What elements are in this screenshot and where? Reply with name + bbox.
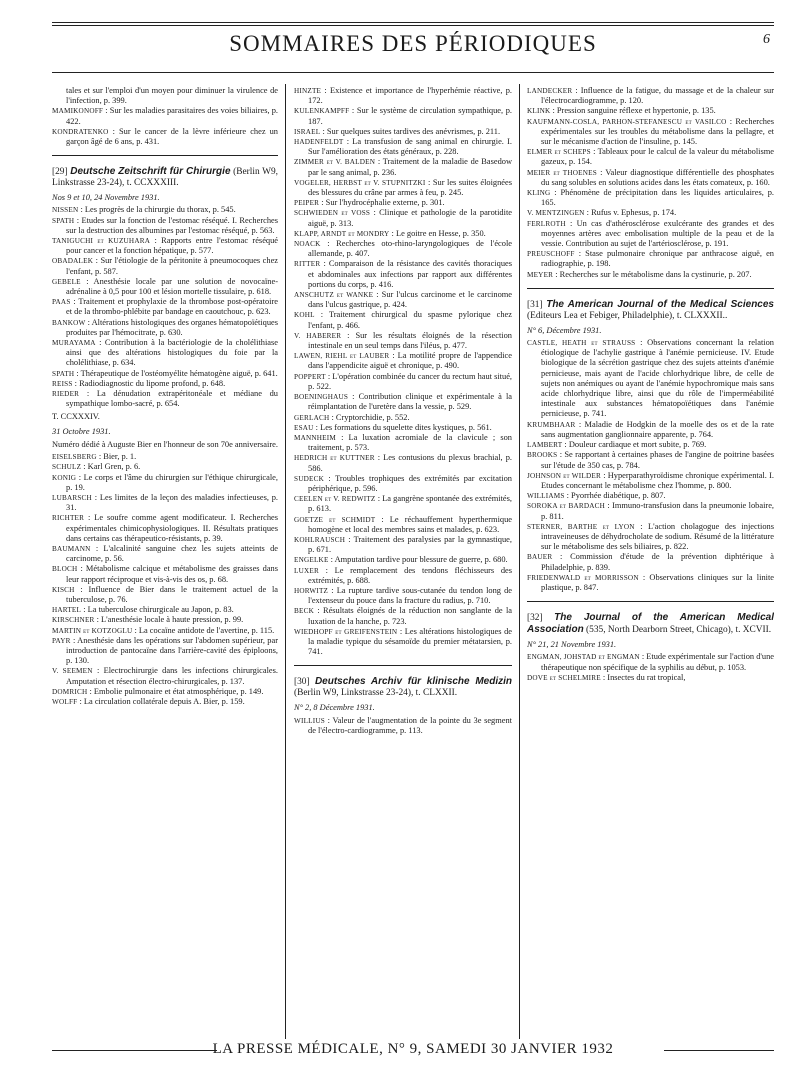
issue-date: 31 Octobre 1931. bbox=[52, 426, 111, 436]
article-title: : Anesthésie dans les opérations sur l'abdomen supérieur, par introduction de pantocaïne dans l'arrière-cavité des épiploons, p. 130. bbox=[66, 635, 278, 666]
article-entry bbox=[527, 450, 774, 470]
article-entry bbox=[52, 389, 278, 409]
article-title: : Résultats éloignés de la réduction non sanglante de la luxation de la hanche, p. 723. bbox=[308, 606, 512, 626]
journal-heading bbox=[294, 676, 512, 699]
article-authors: HEDRICH et KUTTNER bbox=[294, 454, 375, 463]
article-authors: KOHL bbox=[294, 311, 315, 320]
column-divider-2 bbox=[519, 84, 520, 1039]
article-authors: BOENINGHAUS bbox=[294, 393, 349, 402]
article-title: : Recherches expérimentales sur les troubles du métabolisme dans la pellagre, et sur le mécanisme d'action de l'insuline, p. 145. bbox=[541, 116, 774, 147]
article-title: : Maladie de Hodgkin de la moelle des os et de la rate sans augmentation ganglionnaire apparente, p. 764. bbox=[541, 419, 774, 439]
article-title: : Phénomène de précipitation dans les liquides articulaires, p. 165. bbox=[541, 188, 774, 208]
article-authors: VOGELER, HERBST et V. STUPNITZKI bbox=[294, 178, 426, 187]
column-divider-1 bbox=[285, 84, 286, 1039]
article-title: : Les progrès de la chirurgie du thorax, p. 545. bbox=[78, 205, 236, 215]
article-authors: SPATH bbox=[52, 369, 75, 378]
article-title: : Sur les maladies parasitaires des voies biliaires, p. 422. bbox=[66, 106, 278, 126]
article-authors: HINZTE bbox=[294, 87, 322, 95]
article-title: : Rufus v. Ephesus, p. 174. bbox=[584, 208, 677, 218]
article-title: : Sur le cancer de la lèvre inférieure chez un garçon âgé de 6 ans, p. 431. bbox=[66, 126, 278, 147]
article-title: : La tuberculose chirurgicale au Japon, p. 83. bbox=[81, 605, 234, 615]
article-entry bbox=[294, 473, 512, 494]
article-title: : Contribution à la bactériologie de la cholélithiase ainsi que des altérations histologiques du foie par la cholélithiase, p. 634. bbox=[66, 338, 278, 368]
footer-rule-right bbox=[664, 1050, 774, 1051]
article-entry bbox=[52, 126, 278, 147]
article-title: : Valeur de l'augmentation de la pointe du 3e segment de l'électro-cardiogramme, p. 113. bbox=[308, 715, 512, 735]
article-authors: KLINK bbox=[527, 107, 551, 116]
article-entry bbox=[527, 572, 774, 593]
article-authors: WOLFF bbox=[52, 697, 78, 706]
article-entry bbox=[294, 239, 512, 259]
article-authors: BAUER bbox=[527, 553, 553, 562]
article-entry bbox=[52, 368, 278, 379]
article-title: : Traitement et prophylaxie de la thrombose post-opératoire et de la thrombo-phlébite par bandage en caoutchouc, p. 623. bbox=[66, 297, 278, 317]
article-title: : Clinique et pathologie de la parotidite aiguë, p. 313. bbox=[308, 208, 512, 228]
article-entry bbox=[527, 147, 774, 167]
article-title: : Le soufre comme agent modificateur. I. Recherches expérimentales chimicophysiologiques. II. Résultats pratiques dans certains cas thérapeutico-résistants, p. 39. bbox=[66, 513, 278, 543]
article-title: : Influence de Bier dans le traitement actuel de la tuberculose, p. 76. bbox=[66, 584, 278, 604]
article-entry bbox=[52, 625, 278, 636]
article-authors: MARTIN et KOTZOGLU bbox=[52, 626, 133, 635]
article-title: : Existence et importance de l'hyperhémie réactive, p. 172. bbox=[308, 86, 512, 106]
article-title: : Pyorrhée diabétique, p. 807. bbox=[564, 491, 666, 501]
issue-date: Nos 9 et 10, 24 Novembre 1931. bbox=[52, 193, 160, 203]
article-authors: HORWITZ bbox=[294, 586, 329, 595]
article-entry bbox=[527, 552, 774, 572]
article-entry bbox=[527, 470, 774, 491]
article-authors: ELMER et SCHEPS bbox=[527, 148, 591, 157]
article-authors: ENGMAN, JOHSTAD et ENGMAN bbox=[527, 653, 640, 662]
article-title: : Sur l'ulcus carcinome et le carcinome dans l'ulcus gastrique, p. 424. bbox=[308, 290, 512, 310]
article-authors: HARTEL bbox=[52, 606, 82, 615]
article-entry bbox=[527, 501, 774, 521]
article-authors: RITTER bbox=[294, 260, 321, 269]
article-entry bbox=[294, 412, 512, 423]
article-title: : Hyperparathyroïdisme chronique expérimental. I. Etudes concernant le métabolisme chez l'homme, p. 800. bbox=[541, 470, 774, 490]
article-authors: LUXER bbox=[294, 566, 319, 575]
issue-note: Numéro dédié à Auguste Bier en l'honneur de son 70e anniversaire. bbox=[52, 439, 278, 449]
article-entry bbox=[52, 205, 278, 215]
article-entry bbox=[294, 330, 512, 351]
article-title: : Se rapportant à certaines phases de l'angine de poitrine basées sur l'étude de 350 cas, p. 784. bbox=[541, 450, 774, 470]
article-entry bbox=[52, 666, 278, 686]
journal-title: Deutsche Zeitschrift für Chirurgie bbox=[70, 166, 231, 178]
article-entry bbox=[527, 167, 774, 188]
article-entry bbox=[52, 472, 278, 493]
article-entry bbox=[52, 462, 278, 472]
article-entry bbox=[52, 317, 278, 338]
article-title: : La circulation collatérale depuis A. Bier, p. 159. bbox=[77, 696, 245, 706]
issue-date: N° 6, Décembre 1931. bbox=[527, 325, 602, 335]
journal-heading bbox=[527, 299, 774, 322]
article-authors: PEIPER bbox=[294, 199, 320, 208]
column-3 bbox=[527, 86, 774, 1036]
footer-text: LA PRESSE MÉDICALE, N° 9, SAMEDI 30 JANVIER 1932 bbox=[212, 1041, 614, 1057]
article-authors: SCHULZ bbox=[52, 463, 82, 472]
article-entry bbox=[527, 116, 774, 148]
article-entry bbox=[294, 351, 512, 371]
article-entry bbox=[52, 215, 278, 236]
article-authors: POPPERT bbox=[294, 372, 326, 381]
article-entry bbox=[52, 452, 278, 462]
article-entry bbox=[52, 584, 278, 605]
article-authors: V. SEEMEN bbox=[52, 667, 93, 676]
article-authors: ISRAEL bbox=[294, 127, 321, 136]
article-entry bbox=[527, 269, 774, 280]
article-title: : Influence de la fatigue, du massage et de la chaleur sur l'électrocardiogramme, p. 120. bbox=[541, 86, 774, 106]
article-entry bbox=[52, 338, 278, 369]
article-entry bbox=[527, 208, 774, 218]
article-title: : Un cas d'athérosclérose exulcérante des grandes et des moyennes artères avec embolisation multiple de la peau et de la vessie. Contribution au sujet de l'artériosclérose, p. 191. bbox=[541, 218, 774, 249]
article-authors: LUBARSCH bbox=[52, 493, 92, 502]
section-separator bbox=[294, 665, 512, 666]
article-entry bbox=[294, 126, 512, 137]
journal-details: (535, North Dearborn Street, Chicago), t. XCVII. bbox=[583, 625, 772, 636]
article-entry bbox=[527, 218, 774, 250]
page-title: SOMMAIRES DES PÉRIODIQUES bbox=[229, 31, 597, 56]
article-entry bbox=[294, 514, 512, 535]
article-authors: KONIG bbox=[52, 473, 77, 482]
article-authors: SUDECK bbox=[294, 474, 324, 483]
article-authors: BLOCH bbox=[52, 565, 78, 574]
article-authors: RIEDER bbox=[52, 390, 80, 399]
article-entry bbox=[527, 440, 774, 450]
article-title: : Observations cliniques sur la linite plastique, p. 847. bbox=[541, 572, 774, 592]
article-authors: LAMBERT bbox=[527, 441, 563, 450]
article-authors: KAUFMANN-COSLA, PARHON-STEFANESCU et VASILCO bbox=[527, 117, 727, 126]
article-entry bbox=[294, 606, 512, 626]
article-authors: NOACK bbox=[294, 240, 321, 249]
journal-number: [29] bbox=[52, 167, 71, 178]
article-authors: SPATH bbox=[52, 216, 75, 225]
article-authors: WILLIUS bbox=[294, 716, 325, 725]
article-title: : Observations concernant la relation étiologique de l'achylie gastrique à l'anémie pernicieuse. IV. Etude biologique de la sécrétion gastrique chez des sujets atteints d'anémie pernicieuse, mais ayant de l'acide chlorhydrique libre, de celle de sujets non anémiques ou ayant de l'anémie hypochromique mais sans acide chlorhydrique libre, ainsi que du rôle de l'imperméabilité intestinale aux substances hématopoïétiques dans l'anémie pernicieuse, p. 741. bbox=[541, 338, 774, 419]
article-authors: PAAS bbox=[52, 298, 71, 307]
article-entry bbox=[52, 378, 278, 389]
article-entry bbox=[52, 543, 278, 564]
article-title: : Le goitre en Hesse, p. 350. bbox=[389, 228, 486, 238]
article-title: : Troubles trophiques des extrémités par excitation périphérique, p. 596. bbox=[308, 473, 512, 493]
article-entry bbox=[52, 686, 278, 697]
article-authors: BECK bbox=[294, 607, 314, 616]
article-entry bbox=[52, 696, 278, 707]
article-title: : Le remplacement des tendons fléchisseurs des extrémités, p. 688. bbox=[308, 565, 512, 585]
article-title: : Sur le système de circulation sympathique, p. 187. bbox=[308, 106, 512, 126]
article-entry bbox=[52, 297, 278, 317]
article-entry bbox=[52, 605, 278, 615]
article-authors: ANSCHUTZ et WANKE bbox=[294, 291, 374, 300]
header-rule-top bbox=[52, 22, 774, 23]
article-entry bbox=[52, 564, 278, 584]
article-entry bbox=[294, 86, 512, 106]
article-entry bbox=[527, 491, 774, 501]
article-authors: JOHNSON et WILDER bbox=[527, 471, 601, 480]
article-entry bbox=[294, 290, 512, 310]
article-title: : Rapports entre l'estomac réséqué pour cancer et la fonction hépatique, p. 577. bbox=[66, 236, 278, 256]
article-title: : Amputation tardive pour blessure de guerre, p. 680. bbox=[328, 555, 508, 565]
article-title: : Anesthésie locale par une solution de novocaïne-adrénaline à 0,5 pour 100 et lésion mortelle tissulaire, p. 618. bbox=[66, 276, 278, 297]
article-entry bbox=[527, 672, 774, 683]
article-title: : Traitement des paralysies par la gymnastique, p. 671. bbox=[308, 534, 512, 555]
journal-details: (Berlin W9, Linkstrasse 23-24), t. CLXXII. bbox=[294, 688, 458, 699]
article-title: : Traitement chirurgical du spasme pylorique chez l'enfant, p. 466. bbox=[308, 310, 512, 330]
article-entry bbox=[52, 256, 278, 276]
article-title: : La cocaïne antidote de l'avertine, p. 115. bbox=[132, 625, 275, 635]
article-authors: KULENKAMPFF bbox=[294, 107, 350, 116]
journal-heading bbox=[527, 612, 774, 636]
article-entry bbox=[294, 565, 512, 586]
journal-title: The American Journal of the Medical Sciences bbox=[546, 298, 774, 310]
article-title: : Traitement de la maladie de Basedow par le sang animal, p. 236. bbox=[308, 157, 512, 177]
article-entry bbox=[294, 208, 512, 228]
article-title: : L'opération combinée du cancer du rectum haut situé, p. 522. bbox=[308, 371, 512, 391]
article-authors: ESAU bbox=[294, 423, 314, 432]
journal-number: [30] bbox=[294, 677, 315, 688]
article-title: : Les limites de la leçon des maladies infectieuses, p. 31. bbox=[66, 492, 278, 513]
article-authors: WILLIAMS bbox=[527, 492, 565, 501]
article-entry bbox=[527, 188, 774, 208]
article-entry bbox=[294, 259, 512, 290]
article-title: : Le réchauffement hyperthermique homogène et local des membres sains et malades, p. 623. bbox=[308, 514, 512, 534]
article-authors: KRUMBHAAR bbox=[527, 420, 576, 429]
article-entry bbox=[294, 432, 512, 453]
article-title: : L'action cholagogue des injections intraveineuses de déhydrocholate de sodium. Résumé de la littérature sur le métabolisme des sels biliaires, p. 822. bbox=[541, 521, 774, 552]
article-entry bbox=[294, 453, 512, 473]
journal-details: (Editeurs Lea et Febiger, Philadelphie), t. CLXXXII.. bbox=[527, 310, 728, 321]
article-authors: KONDRATENKO bbox=[52, 127, 109, 136]
column-1 bbox=[52, 86, 278, 1036]
article-title: : Sur quelques suites tardives des anévrismes, p. 211. bbox=[320, 126, 501, 136]
article-title: : Sur les suites éloignées des blessures du crâne par armes à feu, p. 245. bbox=[308, 177, 512, 198]
section-separator bbox=[527, 601, 774, 602]
article-authors: MEIER et THOENES bbox=[527, 168, 597, 177]
article-title: : Les formations du squelette dites kystiques, p. 561. bbox=[313, 422, 492, 432]
article-title: : Immuno-transfusion dans la pneumonie lobaire, p. 811. bbox=[541, 501, 774, 521]
article-entry bbox=[294, 494, 512, 514]
article-title: : Karl Gren, p. 6. bbox=[81, 462, 141, 472]
article-entry bbox=[294, 228, 512, 239]
article-title: : Bier, p. 1. bbox=[96, 452, 137, 462]
article-entry bbox=[294, 198, 512, 208]
article-title: : Comparaison de la résistance des cavités thoraciques et abdominales aux infections par rapport aux différentes portions du corps, p. 416. bbox=[308, 259, 512, 289]
article-title: : La transfusion de sang animal en chirurgie. I. Sur l'amélioration des états généraux, p. 228. bbox=[308, 137, 512, 157]
article-title: : Recherches sur le métabolisme dans la cystinurie, p. 207. bbox=[553, 269, 752, 279]
article-authors: KLAPP, ARNDT et MONDRY bbox=[294, 229, 390, 238]
article-authors: CEELEN et V. REDWITZ bbox=[294, 495, 376, 504]
article-entry bbox=[52, 635, 278, 667]
article-entry bbox=[527, 249, 774, 269]
volume-number: T. CCXXXIV. bbox=[52, 412, 100, 422]
article-title: : Sur l'étiologie de la péritonite à pneumocoques chez l'enfant, p. 587. bbox=[66, 256, 278, 276]
article-authors: ZIMMER et V. BALDEN bbox=[294, 158, 376, 167]
article-authors: FRIEDENWALD et MORRISSON bbox=[527, 573, 639, 582]
article-authors: KOHLRAUSCH bbox=[294, 535, 346, 544]
article-entry bbox=[294, 534, 512, 555]
article-authors: CASTLE, HEATH et STRAUSS bbox=[527, 339, 636, 348]
article-title: : Electrochirurgie dans les infections chirurgicales. Amputation et résection électro-chirurgicales, p. 137. bbox=[66, 666, 278, 686]
article-authors: BANKOW bbox=[52, 318, 86, 327]
article-authors: SOROKA et BARDACH bbox=[527, 502, 605, 511]
article-entry bbox=[294, 626, 512, 658]
article-entry bbox=[527, 86, 774, 106]
article-authors: GEBELE bbox=[52, 277, 81, 286]
article-title: : La motilité propre de l'appendice dans l'appendicite aiguë et chronique, p. 490. bbox=[308, 351, 512, 371]
journal-title: Deutsches Archiv für klinische Medizin bbox=[314, 676, 512, 688]
article-title: : Commission d'étude de la prévention diphtérique à Philadelphie, p. 839. bbox=[541, 552, 774, 572]
article-title: : Recherches oto-rhino-laryngologiques de l'école allemande, p. 407. bbox=[308, 239, 512, 259]
article-authors: LAWEN, RIEHL et LAUBER bbox=[294, 352, 390, 361]
article-title: : Thérapeutique de l'ostéomyélite hématogène aiguë, p. 641. bbox=[74, 368, 278, 378]
journal-title: The Journal of the American Medical Association bbox=[527, 612, 774, 636]
header-rule-top-inner bbox=[52, 25, 774, 26]
article-authors: MEYER bbox=[527, 270, 554, 279]
article-authors: GOETZE et SCHMIDT bbox=[294, 515, 376, 524]
article-authors: V. HABERER bbox=[294, 331, 342, 340]
article-entry bbox=[294, 715, 512, 736]
article-authors: FERLROTH bbox=[527, 219, 566, 228]
article-entry bbox=[52, 615, 278, 625]
article-continuation: tales et sur l'emploi d'un moyen pour diminuer la virulence de l'infection, p. 399. bbox=[66, 86, 278, 106]
article-authors: HADENFELDT bbox=[294, 138, 344, 147]
article-authors: STERNER, BARTHE et LYON bbox=[527, 522, 635, 531]
article-entry bbox=[527, 521, 774, 553]
issue-date: N° 21, 21 Novembre 1931. bbox=[527, 640, 617, 650]
article-title: : Sur les résultats éloignés de la résection intestinale en un seul temps dans l'iléus, p. 477. bbox=[308, 330, 512, 351]
article-title: : Insectes du rat tropical, bbox=[600, 672, 686, 682]
article-entry bbox=[527, 419, 774, 440]
article-authors: REISS bbox=[52, 379, 73, 388]
article-authors: MURAYAMA bbox=[52, 339, 96, 348]
article-entry bbox=[294, 555, 512, 565]
article-authors: KLING bbox=[527, 189, 551, 198]
article-entry bbox=[294, 177, 512, 198]
article-authors: MAMIKONOFF bbox=[52, 107, 104, 116]
article-entry bbox=[527, 338, 774, 420]
article-title: : La rupture tardive sous-cutanée du tendon long de l'extenseur du pouce dans la fracture du radius, p. 710. bbox=[308, 585, 512, 606]
article-title: : Pression sanguine réflexe et hypertonie, p. 135. bbox=[550, 106, 716, 116]
article-title: : Embolie pulmonaire et état atmosphérique, p. 149. bbox=[87, 686, 264, 696]
article-entry bbox=[294, 106, 512, 126]
article-authors: PREUSCHOFF bbox=[527, 250, 575, 259]
section-separator bbox=[527, 288, 774, 289]
article-authors: V. MENTZINGEN bbox=[527, 209, 585, 218]
article-entry bbox=[294, 157, 512, 177]
article-title: : L'alcalinité sanguine chez les sujets atteints de carcinome, p. 56. bbox=[66, 543, 278, 564]
article-authors: RICHTER bbox=[52, 514, 85, 523]
article-title: : Le corps et l'âme du chirurgien sur l'éthique chirurgicale, p. 19. bbox=[66, 472, 278, 492]
article-entry bbox=[52, 513, 278, 544]
header-rule-bottom bbox=[52, 72, 774, 73]
article-title: : Tableaux pour le calcul de la valeur du métabolisme gazeux, p. 154. bbox=[541, 147, 774, 167]
article-authors: SCHWIEDEN et VOSS bbox=[294, 209, 371, 218]
article-entry bbox=[527, 652, 774, 672]
article-authors: DOMRICH bbox=[52, 687, 88, 696]
article-title: : Radiodiagnostic du lipome profond, p. 648. bbox=[72, 378, 226, 388]
journal-heading bbox=[52, 166, 278, 189]
article-authors: OBADALEK bbox=[52, 257, 94, 266]
article-title: : Métabolisme calcique et métabolisme des graisses dans leur rapport réciproque et vis-à-vis des os, p. 68. bbox=[66, 564, 278, 584]
article-entry bbox=[52, 492, 278, 513]
article-entry bbox=[294, 585, 512, 606]
article-authors: PAYR bbox=[52, 636, 71, 645]
page-number: 6 bbox=[763, 32, 770, 47]
article-authors: NISSEN bbox=[52, 206, 79, 215]
article-authors: GERLACH bbox=[294, 413, 330, 422]
article-entry bbox=[527, 106, 774, 116]
article-entry bbox=[294, 137, 512, 157]
article-title: : La gangrène spontanée des extrémités, p. 613. bbox=[308, 494, 512, 514]
article-authors: KIRSCHNER bbox=[52, 616, 95, 625]
article-authors: KISCH bbox=[52, 585, 75, 594]
article-title: : Etudes sur la fonction de l'estomac réséqué. I. Recherches sur la destruction des albumines par l'estomac réséqué, p. 563. bbox=[66, 215, 278, 235]
article-entry bbox=[52, 106, 278, 126]
article-entry bbox=[294, 392, 512, 412]
issue-date: N° 2, 8 Décembre 1931. bbox=[294, 703, 375, 713]
article-title: : La dénudation extrapéritonéale et médiane du sympathique lombo-sacré, p. 654. bbox=[66, 389, 278, 409]
article-entry bbox=[294, 371, 512, 392]
journal-details: (Berlin W9, Linkstrasse 23-24), t. CCXXXIII. bbox=[52, 167, 278, 189]
article-title: : Valeur diagnostique différentielle des phosphates du sang solubles en solutions acides dans les états comateux, p. 160. bbox=[541, 167, 774, 187]
journal-number: [32] bbox=[527, 613, 555, 624]
article-entry bbox=[294, 310, 512, 330]
column-2 bbox=[294, 86, 512, 1036]
article-authors: TANIGUCHI et KUZUHARA bbox=[52, 237, 151, 246]
article-entry bbox=[52, 276, 278, 297]
article-authors: WIEDHOPF et GREIFENSTEIN bbox=[294, 627, 398, 636]
page-header bbox=[52, 28, 774, 68]
article-authors: EISELSBERG bbox=[52, 453, 97, 462]
article-title: : Sur l'hydrocéphalie externe, p. 301. bbox=[319, 198, 445, 208]
article-title: : Cryptorchidie, p. 552. bbox=[329, 412, 410, 422]
article-authors: BROOKS bbox=[527, 451, 558, 460]
article-title: : L'anesthésie locale à haute pression, p. 99. bbox=[94, 615, 244, 625]
article-authors: DOVE et SCHELMIRE bbox=[527, 673, 601, 682]
article-title: : Les contusions du plexus brachial, p. 586. bbox=[308, 453, 512, 473]
article-authors: ENGELKE bbox=[294, 556, 329, 565]
article-authors: LANDECKER bbox=[527, 87, 573, 95]
article-title: : Douleur cardiaque et mort subite, p. 769. bbox=[562, 440, 707, 450]
article-title: : Etude expérimentale sur l'action d'une thérapeutique non spécifique de la syphilis au début, p. 1053. bbox=[541, 652, 774, 672]
article-title: : Stase pulmonaire chronique par anthracose aiguë, en radiographie, p. 198. bbox=[541, 249, 774, 269]
article-authors: MANNHEIM bbox=[294, 433, 336, 442]
article-title: : Contribution clinique et expérimentale à la réimplantation de l'uretère dans la vessie, p. 529. bbox=[308, 392, 512, 412]
article-entry bbox=[294, 422, 512, 433]
article-title: : La luxation acromiale de la clavicule ; son traitement, p. 573. bbox=[308, 432, 512, 453]
article-title: : Altérations histologiques des organes hématopoïétiques produites par l'hémocitrate, p. 630. bbox=[66, 317, 278, 337]
page-footer bbox=[52, 1040, 774, 1064]
article-entry bbox=[52, 236, 278, 256]
article-title: : Les altérations histologiques de la maladie typique du sésamoïde du premier métatarsien, p. 741. bbox=[308, 626, 512, 657]
journal-number: [31] bbox=[527, 299, 547, 310]
article-authors: BAUMANN bbox=[52, 544, 91, 553]
section-separator bbox=[52, 155, 278, 156]
